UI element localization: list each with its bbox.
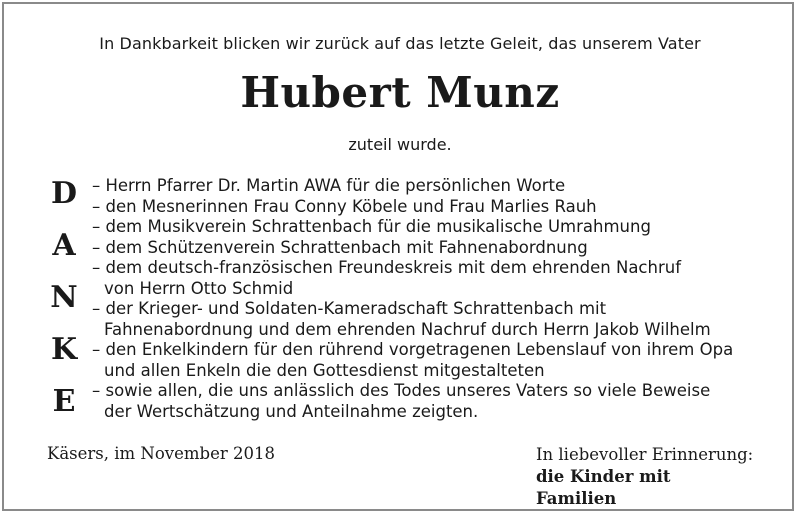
thanks-line: – dem deutsch-französischen Freundeskreis mit dem ehrenden Nachruf [92, 258, 682, 277]
intro-text: In Dankbarkeit blicken wir zurück auf das letzte Geleit, das unserem Vater [99, 34, 701, 53]
thanks-line-continuation: Fahnenabordnung und dem ehrenden Nachruf durch Herrn Jakob Wilhelm [104, 319, 711, 339]
danke-letter: N [50, 280, 78, 315]
thanks-line-continuation: von Herrn Otto Schmid [104, 278, 294, 298]
after-name-text: zuteil wurde. [348, 135, 452, 154]
closing-line: In liebevoller Erinnerung: [536, 445, 754, 464]
thanks-line: – Herrn Pfarrer Dr. Martin AWA für die persönlichen Worte [92, 176, 566, 195]
danke-letter: A [52, 228, 76, 263]
danke-letter: D [50, 176, 77, 211]
thanks-line: – dem Schützenverein Schrattenbach mit Fahnenabordnung [92, 237, 588, 257]
thanks-line: – den Enkelkindern für den rührend vorgetragenen Lebenslauf von ihrem Opa [92, 340, 734, 359]
danke-letter: E [52, 384, 76, 419]
danke-vertical-word [46, 174, 82, 434]
closing-block [536, 444, 756, 510]
place-date: Käsers, im November 2018 [47, 444, 275, 463]
thanks-line: – dem Musikverein Schrattenbach für die musikalische Umrahmung [92, 217, 651, 236]
thanks-line: – sowie allen, die uns anlässlich des Todes unseres Vaters so viele Beweise [92, 381, 711, 400]
danke-letter: K [50, 332, 78, 367]
closing-signature: die Kinder mit Familien [536, 467, 671, 508]
thanks-line: – der Krieger- und Soldaten-Kameradschaft Schrattenbach mit [92, 299, 607, 318]
thanks-line: – den Mesnerinnen Frau Conny Köbele und Frau Marlies Rauh [92, 196, 597, 216]
thanks-line-continuation: der Wertschätzung und Anteilnahme zeigten. [104, 401, 479, 421]
deceased-name: Hubert Munz [240, 68, 560, 117]
thanks-line-continuation: und allen Enkeln die den Gottesdienst mitgestalteten [104, 360, 545, 380]
thanks-list [92, 176, 782, 422]
